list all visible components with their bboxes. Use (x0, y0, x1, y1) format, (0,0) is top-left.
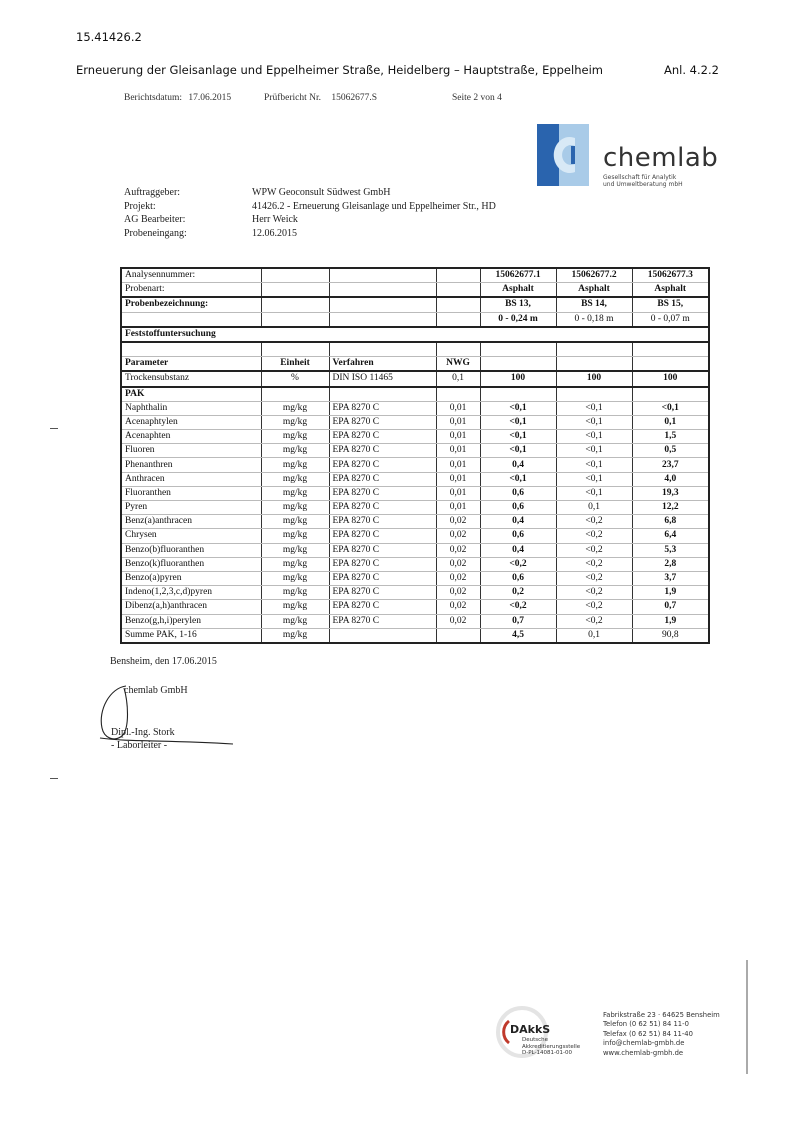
dry-matter-row: Trockensubstanz % DIN ISO 11465 0,1 100 100 100 (121, 371, 709, 386)
table-row: Benzo(a)pyren mg/kg EPA 8270 C 0,02 0,6 <0,2 3,7 (121, 571, 709, 585)
group-label-row (121, 387, 709, 402)
table-row: Pyren mg/kg EPA 8270 C 0,01 0,6 0,1 12,2 (121, 501, 709, 515)
table-row: Benzo(k)fluoranthen mg/kg EPA 8270 C 0,02 <0,2 <0,2 2,8 (121, 557, 709, 571)
client-info-row: AG Bearbeiter: Herr Weick (124, 214, 298, 225)
table-row: Benzo(g,h,i)perylen mg/kg EPA 8270 C 0,02 0,7 <0,2 1,9 (121, 614, 709, 628)
table-row: Naphthalin mg/kg EPA 8270 C 0,01 <0,1 <0,1 <0,1 (121, 401, 709, 415)
table-row: Acenaphtylen mg/kg EPA 8270 C 0,01 <0,1 <0,1 0,1 (121, 415, 709, 429)
table-row: Fluoranthen mg/kg EPA 8270 C 0,01 0,6 <0,1 19,3 (121, 486, 709, 500)
column-header-unit: Einheit (261, 357, 329, 372)
column-header-row (121, 357, 709, 372)
client-info-row: Probeneingang: 12.06.2015 (124, 227, 297, 239)
footer-email[interactable]: info@chemlab-gmbh.de (603, 1039, 685, 1048)
company-name: chemlab GmbH (124, 685, 188, 696)
margin-mark (50, 778, 58, 779)
client-info (124, 186, 496, 240)
chemlab-logo-icon (537, 124, 589, 186)
report-number-label: Prüfbericht Nr. (264, 93, 321, 103)
spacer-row (121, 342, 709, 357)
document-id: 15.41426.2 (76, 30, 142, 44)
table-row: Benz(a)anthracen mg/kg EPA 8270 C 0,02 0,4 <0,2 6,8 (121, 515, 709, 529)
signatory-role: - Laborleiter - (111, 740, 168, 751)
column-header-method: Verfahren (329, 357, 436, 372)
footer-address: Fabrikstraße 23 · 64625 Bensheim (603, 1011, 720, 1019)
sample-name-row: Probenbezeichnung: BS 13, BS 14, BS 15, (121, 297, 709, 312)
signatory-name: Dipl.-Ing. Stork (111, 727, 175, 738)
client-info-row: Projekt: 41426.2 - Erneuerung Gleisanlage und Eppelheimer Str., HD (124, 200, 496, 212)
chemlab-wordmark: chemlab (603, 143, 719, 173)
place-date: Bensheim, den 17.06.2015 (110, 656, 217, 667)
table-row: Dibenz(a,h)anthracen mg/kg EPA 8270 C 0,02 <0,2 <0,2 0,7 (121, 600, 709, 614)
table-row: Fluoren mg/kg EPA 8270 C 0,01 <0,1 <0,1 0,5 (121, 444, 709, 458)
pak-rows (121, 401, 709, 628)
report-number (264, 93, 377, 103)
column-header-parameter: Parameter (121, 357, 261, 372)
table-row: Acenaphten mg/kg EPA 8270 C 0,01 <0,1 <0,1 1,5 (121, 430, 709, 444)
margin-mark (50, 428, 58, 429)
table-row: Chrysen mg/kg EPA 8270 C 0,02 0,6 <0,2 6,4 (121, 529, 709, 543)
chemlab-subtitle: Gesellschaft für Analytik und Umweltberatung mbH (603, 174, 683, 188)
dakks-label: DAkkS (510, 1023, 551, 1036)
annex-label: Anl. 4.2.2 (664, 63, 719, 77)
section-header-row (121, 327, 709, 342)
document-title: Erneuerung der Gleisanlage und Eppelheimer Straße, Heidelberg – Hauptstraße, Eppelheim (76, 63, 603, 77)
table-row: Benzo(b)fluoranthen mg/kg EPA 8270 C 0,02 0,4 <0,2 5,3 (121, 543, 709, 557)
page-indicator: Seite 2 von 4 (452, 93, 502, 103)
table-row: Phenanthren mg/kg EPA 8270 C 0,01 0,4 <0,1 23,7 (121, 458, 709, 472)
footer-website[interactable]: www.chemlab-gmbh.de (603, 1048, 684, 1057)
section-title: Feststoffuntersuchung (121, 327, 709, 342)
report-date (124, 93, 231, 103)
footer-phone: Telefon (0 62 51) 84 11-0 (603, 1020, 689, 1029)
group-label: PAK (121, 387, 261, 402)
footer-contact (603, 1011, 720, 1058)
report-date-label: Berichtsdatum: (124, 93, 183, 103)
footer-fax: Telefax (0 62 51) 84 11-40 (603, 1029, 693, 1038)
right-edge-rule (746, 960, 748, 1074)
report-date-value: 17.06.2015 (188, 93, 232, 103)
column-header-nwg: NWG (436, 357, 480, 372)
sample-depth-row: 0 - 0,24 m 0 - 0,18 m 0 - 0,07 m (121, 312, 709, 327)
client-info-row: Auftraggeber: WPW Geoconsult Südwest GmbH (124, 187, 391, 198)
table-row: Indeno(1,2,3,c,d)pyren mg/kg EPA 8270 C 0,02 0,2 <0,2 1,9 (121, 586, 709, 600)
dakks-subtitle: Deutsche Akkreditierungsstelle D-PL-14081-01-00 (522, 1037, 581, 1056)
results-table (120, 267, 710, 644)
table-row: Anthracen mg/kg EPA 8270 C 0,01 <0,1 <0,1 4,0 (121, 472, 709, 486)
analysis-number-row: Analysennummer: 15062677.1 15062677.2 15062677.3 (121, 268, 709, 283)
sum-row: Summe PAK, 1-16 mg/kg 4,5 0,1 90,8 (121, 628, 709, 643)
sample-type-row: Probenart: Asphalt Asphalt Asphalt (121, 283, 709, 298)
report-number-value: 15062677.S (331, 93, 378, 103)
